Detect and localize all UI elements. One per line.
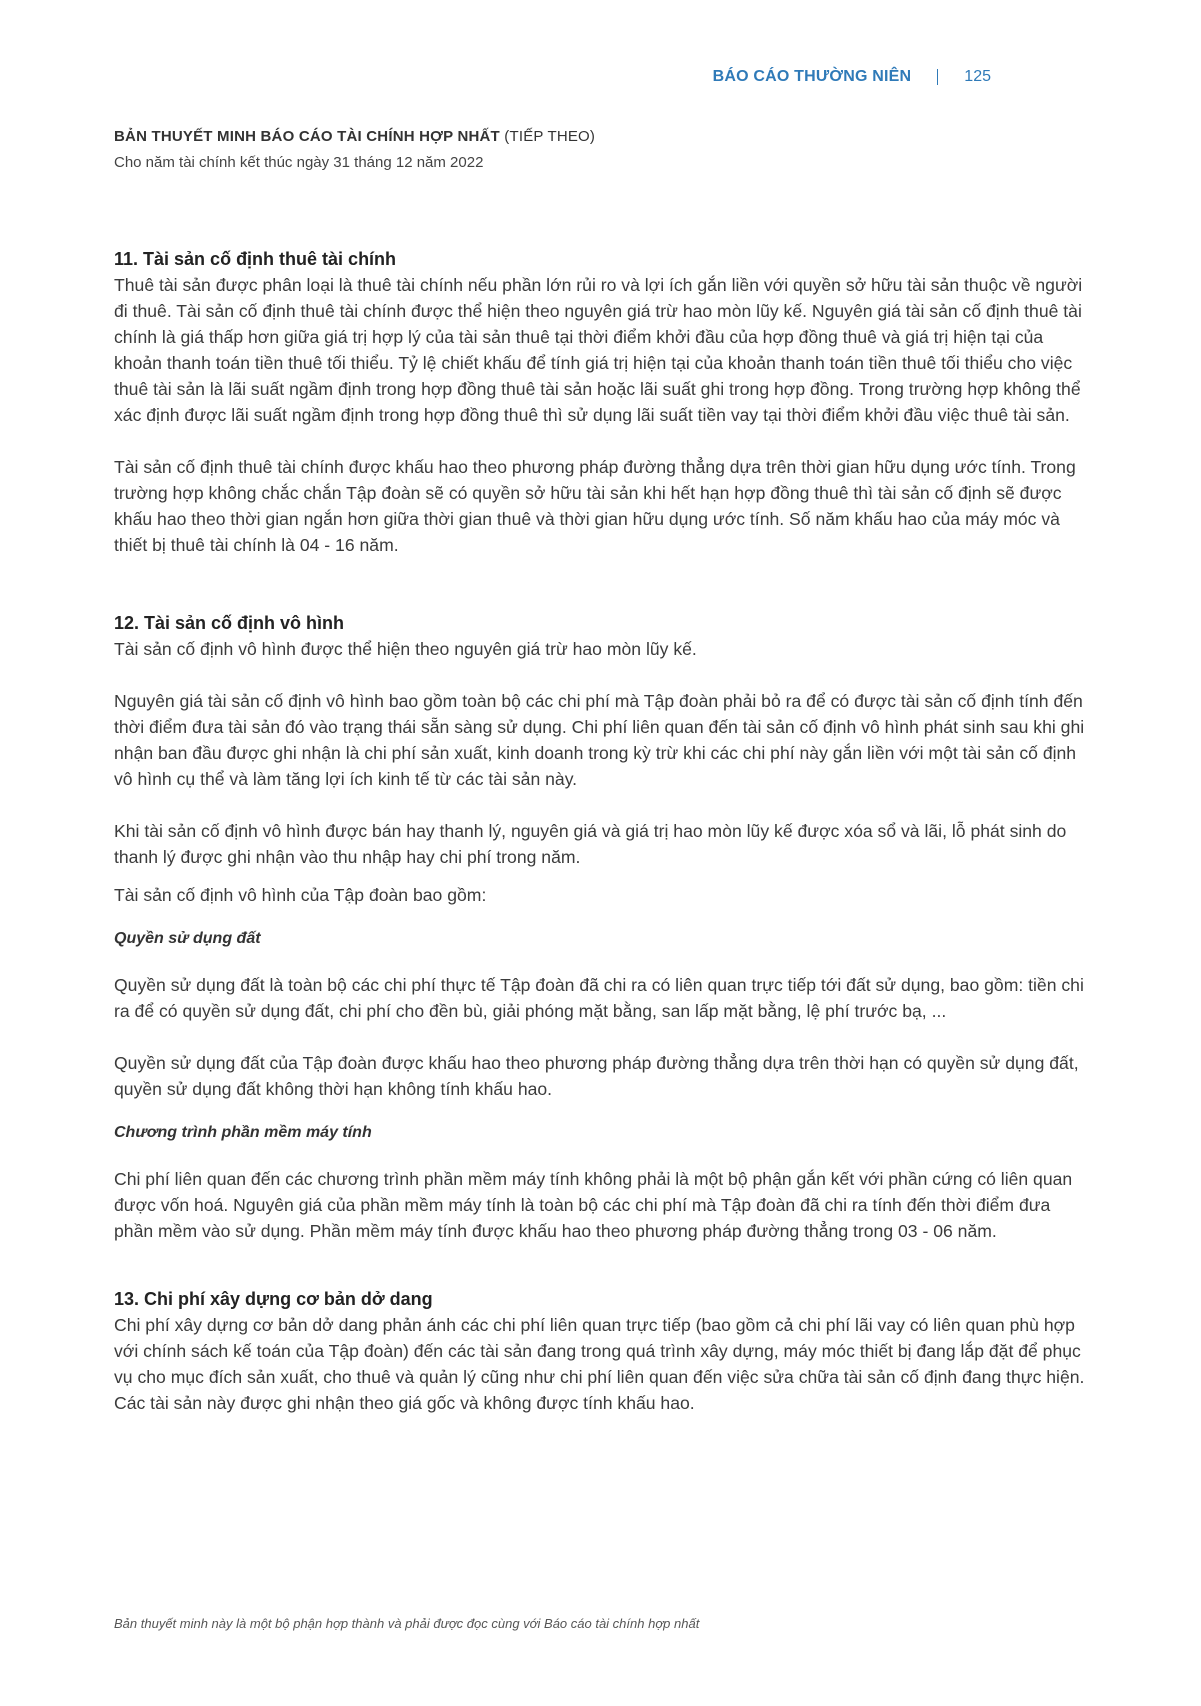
section-12-paragraph-2: Nguyên giá tài sản cố định vô hình bao gồm toàn bộ các chi phí mà Tập đoàn phải bỏ ra để có được tài sản cố định tính đến thời điểm đưa tài sản đó vào trạng thái sẵn sàng sử dụng. Chi phí liên quan đến tài sản cố định vô hình phát sinh sau khi ghi nhận ban đầu được ghi nhận là chi phí sản xuất, kinh doanh trong kỳ trừ khi các chi phí này gắn liền với một tài sản cố định vô hình cụ thể và làm tăng lợi ích kinh tế từ các tài sản này. — [114, 691, 1085, 789]
footer-note: Bản thuyết minh này là một bộ phận hợp thành và phải được đọc cùng với Báo cáo tài chính hợp nhất — [114, 1616, 700, 1631]
subsection-land-use-rights-title: Quyền sử dụng đất — [114, 930, 261, 947]
document-title-suffix: (TIẾP THEO) — [504, 128, 596, 145]
report-title: BÁO CÁO THƯỜNG NIÊN — [712, 68, 912, 85]
page-number: 125 — [964, 68, 991, 85]
document-title — [114, 128, 595, 145]
section-12-paragraph-1: Tài sản cố định vô hình được thể hiện theo nguyên giá trừ hao mòn lũy kế. — [114, 639, 697, 659]
section-11-paragraph-1: Thuê tài sản được phân loại là thuê tài chính nếu phần lớn rủi ro và lợi ích gắn liền với quyền sở hữu tài sản thuộc về người đi thuê. Tài sản cố định thuê tài chính được thể hiện theo nguyên giá trừ hao mòn lũy kế. Nguyên giá tài sản cố định thuê tài chính là giá thấp hơn giữa giá trị hợp lý của tài sản thuê tại thời điểm khởi đầu của hợp đồng thuê và giá trị hiện tại của khoản thanh toán tiền thuê tối thiểu. Tỷ lệ chiết khấu để tính giá trị hiện tại của khoản thanh toán tiền thuê tối thiểu cho việc thuê tài sản là lãi suất ngầm định trong hợp đồng thuê tài sản hoặc lãi suất ghi trong hợp đồng. Trong trường hợp không thể xác định được lãi suất ngầm định trong hợp đồng thuê thì sử dụng lãi suất tiền vay tại thời điểm khởi đầu việc thuê tài sản. — [114, 275, 1083, 425]
section-12-paragraph-4: Tài sản cố định vô hình của Tập đoàn bao gồm: — [114, 885, 487, 905]
subsection-land-use-rights-paragraph-1: Quyền sử dụng đất là toàn bộ các chi phí thực tế Tập đoàn đã chi ra có liên quan trực tiếp tới đất sử dụng, bao gồm: tiền chi ra để có quyền sử dụng đất, chi phí cho đền bù, giải phóng mặt bằng, san lấp mặt bằng, lệ phí trước bạ, ... — [114, 975, 1084, 1021]
header-divider — [937, 69, 938, 85]
document-header — [114, 128, 595, 171]
subsection-land-use-rights-paragraph-2: Quyền sử dụng đất của Tập đoàn được khấu hao theo phương pháp đường thẳng dựa trên thời hạn có quyền sử dụng đất, quyền sử dụng đất không thời hạn không tính khấu hao. — [114, 1053, 1079, 1099]
document-title-main: BẢN THUYẾT MINH BÁO CÁO TÀI CHÍNH HỢP NHẤT — [114, 128, 500, 145]
section-12-heading: 12. Tài sản cố định vô hình — [114, 613, 345, 633]
page-header — [713, 68, 991, 86]
section-12-paragraph-3: Khi tài sản cố định vô hình được bán hay thanh lý, nguyên giá và giá trị hao mòn lũy kế được xóa sổ và lãi, lỗ phát sinh do thanh lý được ghi nhận vào thu nhập hay chi phí trong năm. — [114, 821, 1067, 867]
document-body — [114, 246, 1090, 1416]
section-13-heading: 13. Chi phí xây dựng cơ bản dở dang — [114, 1289, 433, 1309]
document-subtitle: Cho năm tài chính kết thúc ngày 31 tháng 12 năm 2022 — [114, 154, 484, 171]
section-13-paragraph-1: Chi phí xây dựng cơ bản dở dang phản ánh các chi phí liên quan trực tiếp (bao gồm cả chi phí lãi vay có liên quan phù hợp với chính sách kế toán của Tập đoàn) đến các tài sản đang trong quá trình xây dựng, máy móc thiết bị đang lắp đặt để phục vụ cho mục đích sản xuất, cho thuê và quản lý cũng như chi phí liên quan đến việc sửa chữa tài sản cố định đang thực hiện. Các tài sản này được ghi nhận theo giá gốc và không được tính khấu hao. — [114, 1315, 1085, 1413]
section-11-paragraph-2: Tài sản cố định thuê tài chính được khấu hao theo phương pháp đường thẳng dựa trên thời gian hữu dụng ước tính. Trong trường hợp không chắc chắn Tập đoàn sẽ có quyền sở hữu tài sản khi hết hạn hợp đồng thuê thì tài sản cố định sẽ được khấu hao theo thời gian ngắn hơn giữa thời gian thuê và thời gian hữu dụng ước tính. Số năm khấu hao của máy móc và thiết bị thuê tài chính là 04 - 16 năm. — [114, 457, 1076, 555]
subsection-software-paragraph-1: Chi phí liên quan đến các chương trình phần mềm máy tính không phải là một bộ phận gắn kết với phần cứng có liên quan được vốn hoá. Nguyên giá của phần mềm máy tính là toàn bộ các chi phí mà Tập đoàn đã chi ra tính đến thời điểm đưa phần mềm vào sử dụng. Phần mềm máy tính được khấu hao theo phương pháp đường thẳng trong 03 - 06 năm. — [114, 1169, 1073, 1241]
section-11-heading: 11. Tài sản cố định thuê tài chính — [114, 249, 397, 269]
subsection-software-title: Chương trình phần mềm máy tính — [114, 1124, 372, 1141]
